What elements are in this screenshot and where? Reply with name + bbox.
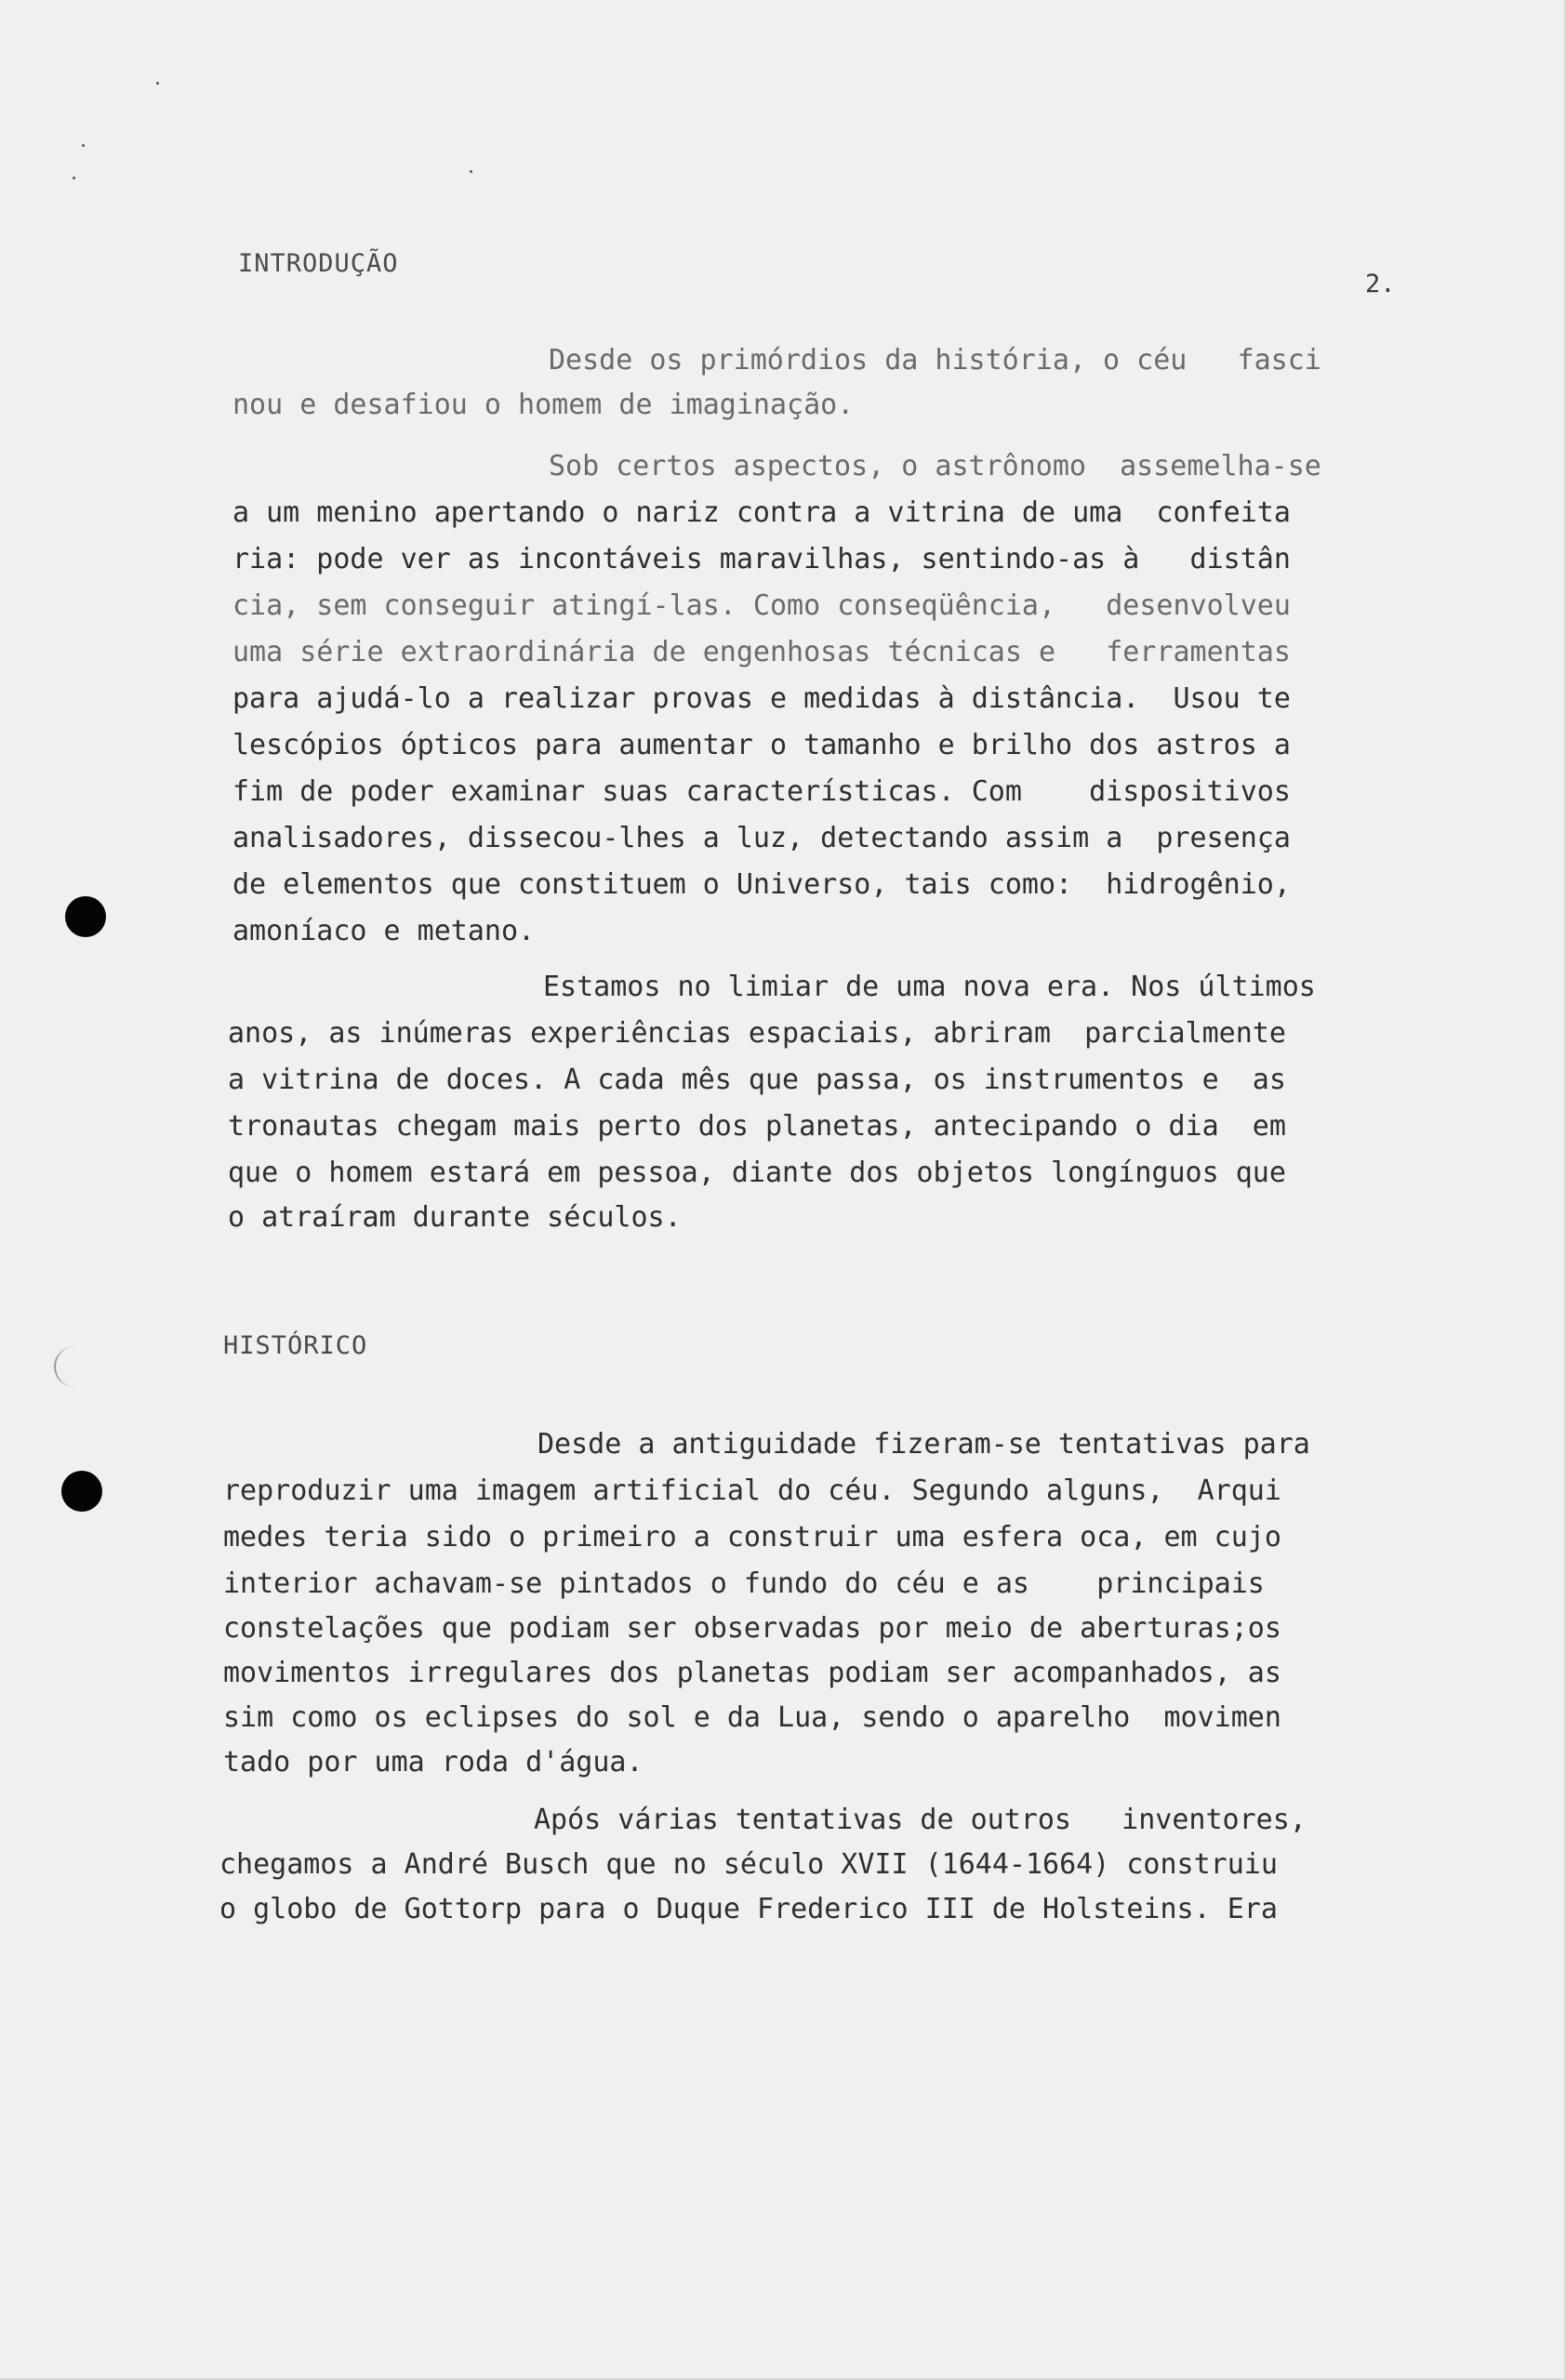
paper-speck bbox=[82, 144, 85, 147]
paper-speck bbox=[156, 82, 159, 85]
text-line: analisadores, dissecou-lhes a luz, detectando assim a presença bbox=[232, 822, 1291, 854]
text-line: reproduzir uma imagem artificial do céu. Segundo alguns, Arqui bbox=[223, 1474, 1281, 1507]
text-line: interior achavam-se pintados o fundo do céu e as principais bbox=[223, 1567, 1265, 1600]
text-line: Estamos no limiar de uma nova era. Nos últimos bbox=[543, 971, 1316, 1003]
text-line: fim de poder examinar suas características. Com dispositivos bbox=[232, 775, 1291, 808]
paper-speck bbox=[73, 177, 75, 179]
section-heading-historico: HISTÓRICO bbox=[223, 1331, 368, 1360]
text-line: que o homem estará em pessoa, diante dos objetos longínguos que bbox=[228, 1157, 1286, 1189]
text-line: Após várias tentativas de outros inventores, bbox=[534, 1804, 1307, 1836]
text-line: nou e desafiou o homem de imaginação. bbox=[232, 389, 855, 421]
punch-hole-bottom bbox=[61, 1471, 102, 1512]
text-line: de elementos que constituem o Universo, tais como: hidrogênio, bbox=[232, 868, 1291, 901]
text-line: tronautas chegam mais perto dos planetas, antecipando o dia em bbox=[228, 1110, 1286, 1143]
text-line: medes teria sido o primeiro a construir uma esfera oca, em cujo bbox=[223, 1521, 1281, 1554]
text-line: lescópios ópticos para aumentar o tamanho e brilho dos astros a bbox=[232, 729, 1291, 761]
text-line: cia, sem conseguir atingí-las. Como conseqüência, desenvolveu bbox=[232, 589, 1291, 622]
text-line: Desde os primórdios da história, o céu fasci bbox=[549, 344, 1321, 377]
text-line: movimentos irregulares dos planetas podiam ser acompanhados, as bbox=[223, 1657, 1281, 1689]
text-line: ria: pode ver as incontáveis maravilhas, sentindo-as à distân bbox=[232, 543, 1291, 575]
page-number: 2. bbox=[1365, 270, 1396, 298]
punch-hole-mark bbox=[54, 1346, 97, 1387]
text-line: sim como os eclipses do sol e da Lua, sendo o aparelho movimen bbox=[223, 1701, 1281, 1734]
text-line: para ajudá-lo a realizar provas e medidas à distância. Usou te bbox=[232, 682, 1291, 715]
text-line: amoníaco e metano. bbox=[232, 915, 536, 947]
paper-speck bbox=[470, 170, 472, 173]
text-line: a vitrina de doces. A cada mês que passa, os instrumentos e as bbox=[228, 1064, 1286, 1096]
text-line: a um menino apertando o nariz contra a vitrina de uma confeita bbox=[232, 496, 1291, 529]
text-line: tado por uma roda d'água. bbox=[223, 1746, 644, 1778]
section-heading-introducao: INTRODUÇÃO bbox=[238, 249, 399, 278]
text-line: anos, as inúmeras experiências espaciais, abriram parcialmente bbox=[228, 1017, 1286, 1050]
text-line: chegamos a André Busch que no século XVII (1644-1664) construiu bbox=[219, 1848, 1278, 1881]
text-line: o globo de Gottorp para o Duque Frederico III de Holsteins. Era bbox=[219, 1893, 1278, 1925]
text-line: uma série extraordinária de engenhosas técnicas e ferramentas bbox=[232, 636, 1291, 668]
text-line: Desde a antiguidade fizeram-se tentativas para bbox=[537, 1428, 1310, 1461]
punch-hole-top bbox=[65, 896, 106, 937]
text-line: constelações que podiam ser observadas por meio de aberturas;os bbox=[223, 1612, 1281, 1645]
text-line: o atraíram durante séculos. bbox=[228, 1201, 682, 1234]
text-line: Sob certos aspectos, o astrônomo assemelha-se bbox=[549, 450, 1321, 483]
